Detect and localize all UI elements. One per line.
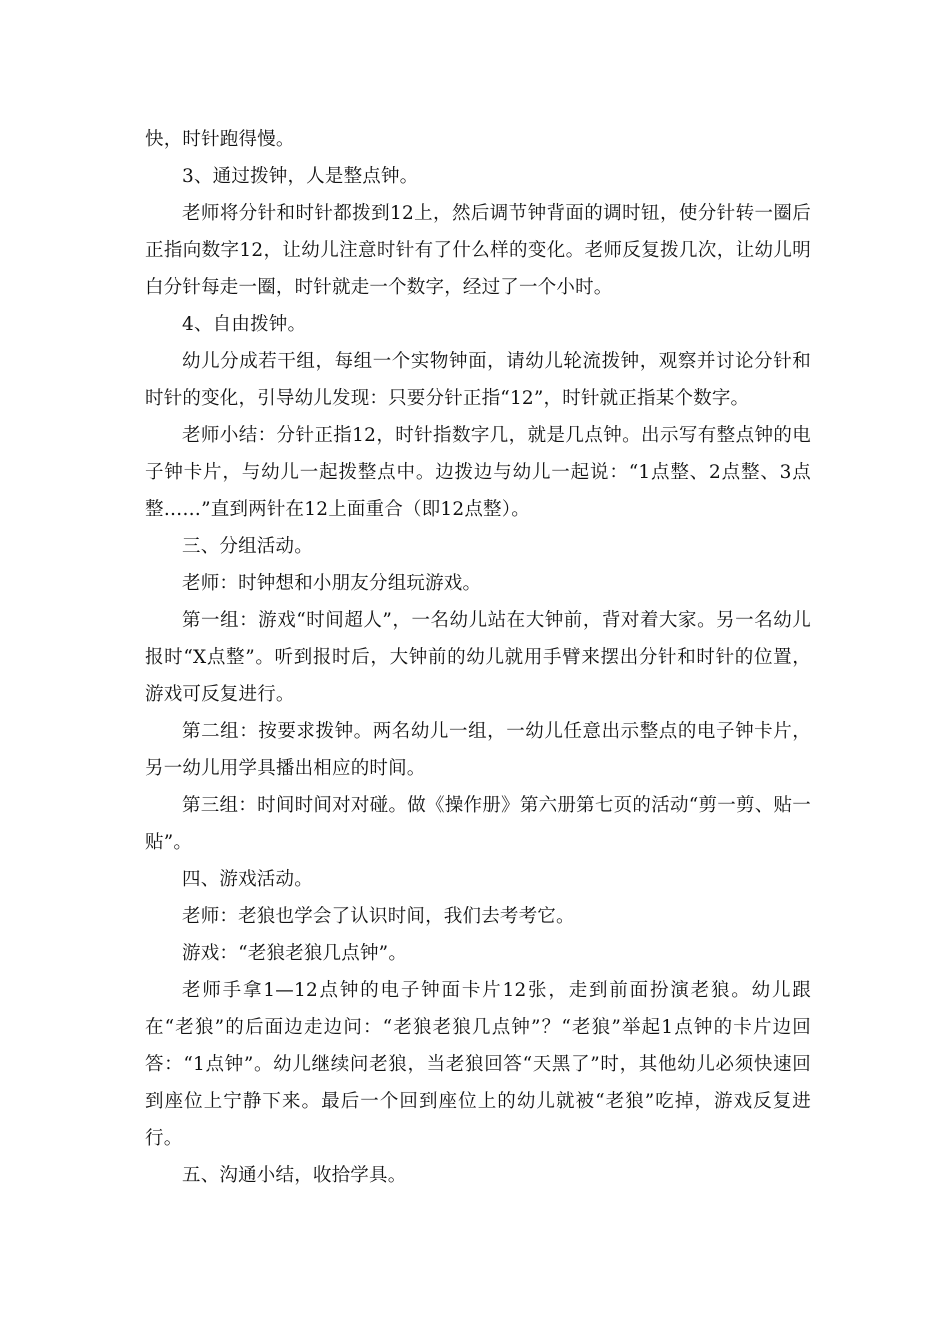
paragraph-teacher-intro: 老师：时钟想和小朋友分组玩游戏。 [182, 573, 482, 594]
heading-section-5: 五、沟通小结，收拾学具。 [182, 1165, 407, 1186]
paragraph-group-3: 第三组：时间时间对对碰。做《操作册》第六册第七页的活动“剪一剪、贴一贴”。 [145, 795, 811, 853]
paragraph-teacher-summary: 老师小结：分针正指12，时针指数字几，就是几点钟。出示写有整点钟的电子钟卡片，与幼儿一起拨整点中。边拨边与幼儿一起说：“1点整、2点整、3点整……”直到两针在12上面重合（即12点整）。 [145, 425, 811, 520]
heading-section-3: 三、分组活动。 [182, 536, 313, 557]
paragraph-game-rules: 老师手拿1—12点钟的电子钟面卡片12张，走到前面扮演老狼。幼儿跟在“老狼”的后面边走边问：“老狼老狼几点钟”？“老狼”举起1点钟的卡片边回答：“1点钟”。幼儿继续问老狼，当老狼回答“天黑了”时，其他幼儿必须快速回到座位上宁静下来。最后一个回到座位上的幼儿就被“老狼”吃掉，游戏反复进行。 [145, 980, 811, 1149]
heading-section-4: 四、游戏活动。 [182, 869, 313, 890]
heading-step-4: 4、自由拨钟。 [182, 314, 307, 335]
paragraph-continuation: 快，时针跑得慢。 [145, 129, 295, 150]
paragraph-group-2: 第二组：按要求拨钟。两名幼儿一组，一幼儿任意出示整点的电子钟卡片，另一幼儿用学具播出相应的时间。 [145, 721, 811, 779]
paragraph-step-4-body: 幼儿分成若干组，每组一个实物钟面，请幼儿轮流拨钟，观察并讨论分针和时针的变化，引导幼儿发现：只要分针正指“12”，时针就正指某个数字。 [145, 351, 811, 409]
paragraph-wolf-intro: 老师：老狼也学会了认识时间，我们去考考它。 [182, 906, 575, 927]
paragraph-game-title: 游戏：“老狼老狼几点钟”。 [182, 943, 408, 964]
heading-step-3: 3、通过拨钟，人是整点钟。 [182, 166, 419, 187]
paragraph-group-1: 第一组：游戏“时间超人”，一名幼儿站在大钟前，背对着大家。另一名幼儿报时“X点整”。听到报时后，大钟前的幼儿就用手臂来摆出分针和时针的位置，游戏可反复进行。 [145, 610, 811, 705]
paragraph-step-3-body: 老师将分针和时针都拨到12上，然后调节钟背面的调时钮，使分针转一圈后正指向数字12，让幼儿注意时针有了什么样的变化。老师反复拨几次，让幼儿明白分针每走一圈，时针就走一个数字，经过了一个小时。 [145, 203, 811, 298]
